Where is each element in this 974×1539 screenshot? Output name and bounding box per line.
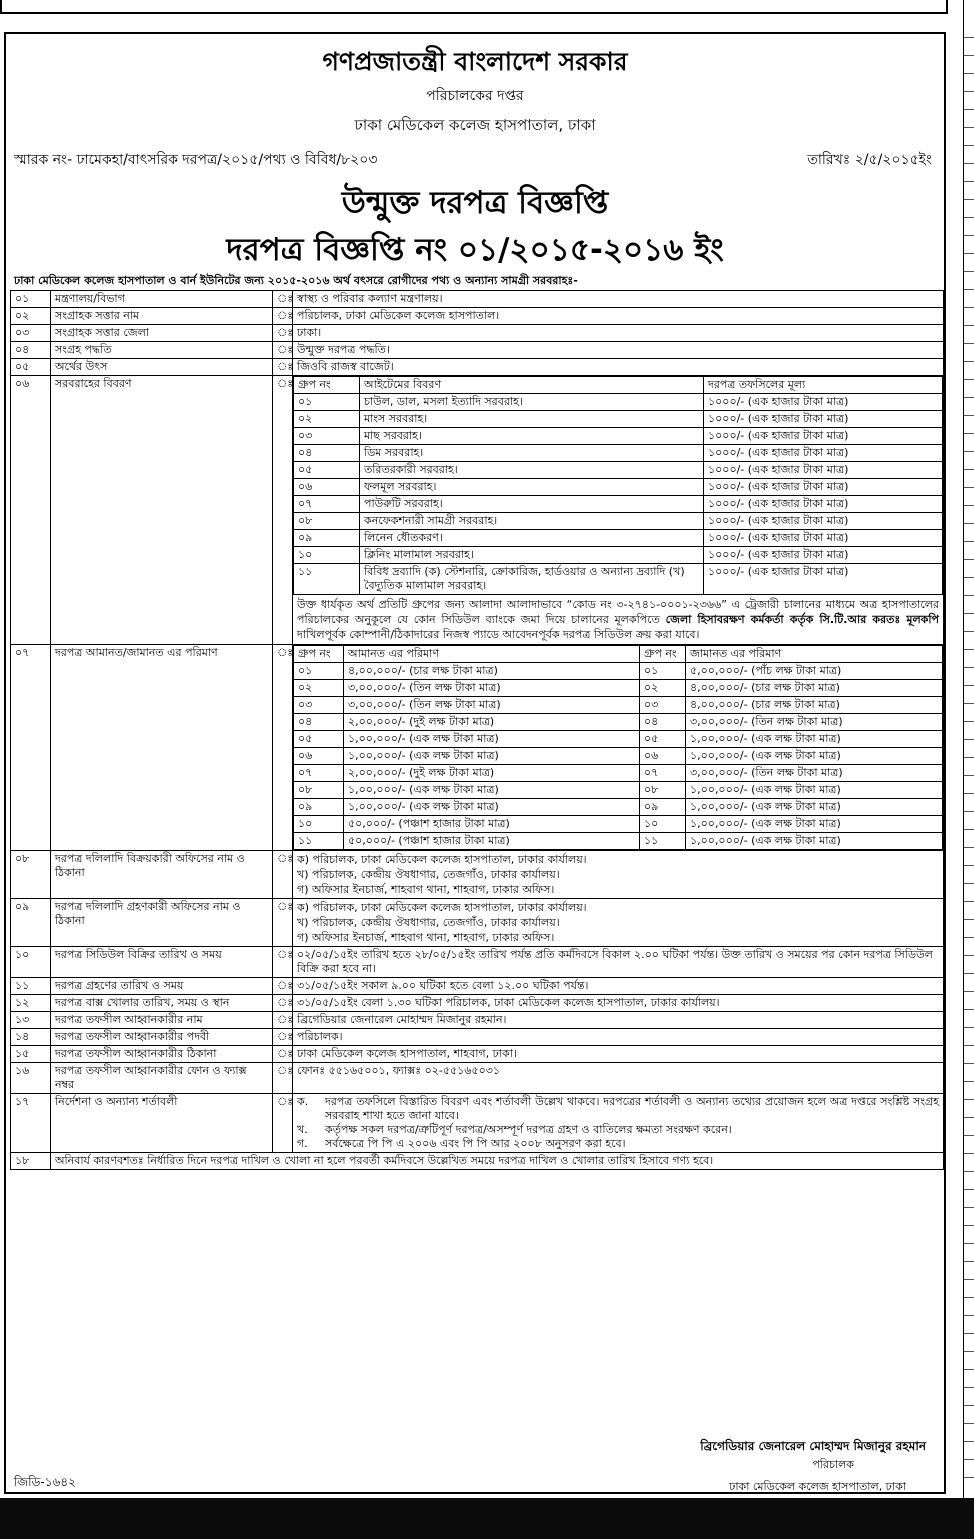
deposit-row [294,697,943,714]
row-district [11,325,944,342]
colon: ঃ [273,899,293,947]
group-number: ০৬ [294,479,360,496]
field-value: অনিবার্য কারণবশতঃ নির্ধারিত দিনে দরপত্র দাখিল ও খোলা না হলে পরবর্তী কর্মদিবসে উল্লেখিত সময়ে দরপত্র দাখিল ও খোলার তারিখ হিসাবে গণ্য হবে। [51,1153,944,1170]
instruction-text: দরপত্র তফসিলে বিস্তারিত বিবরণ এবং শর্তাবলী উল্লেখ থাকবে। দরপত্রের শর্তাবলী ও অন্যান্য তথ্যের প্রয়োজন হলে অত্র দপ্তরে সংশ্লিষ্ট সংগ্রহ সরবরাহ শাখা হতে জানা যাবে। [325,1095,939,1122]
field-value: ফোনঃ ৫৫১৬৫০০১, ফ্যাক্সঃ ০২-৫৫১৬৫০৩১ [293,1063,944,1094]
colon: ঃ [273,1063,293,1094]
schedule-price: ১০০০/- (এক হাজার টাকা মাত্র) [704,394,943,411]
row-supply-description [11,376,944,645]
deposit-amount: ৪,০০,০০০/- (চার লক্ষ টাকা মাত্র) [344,663,640,680]
serial: ০৯ [11,899,51,947]
field-label: দরপত্র বাক্স খোলার তারিখ, সময় ও স্থান [51,995,273,1012]
colon: ঃ [273,851,293,899]
supply-item-row [294,530,943,547]
supply-item-row [294,445,943,462]
row-contingency [11,1153,944,1170]
item-description: ফলমূল সরবরাহ। [360,479,704,496]
field-label: সংগ্রাহক সত্তার জেলা [51,325,273,342]
colon: ঃ [273,995,293,1012]
office-line: ক) পরিচালক, ঢাকা মেডিকেল কলেজ হাসপাতাল, ঢাকার কার্যালয়। [297,853,587,866]
security-amount: ১,০০,০০০/- (এক লক্ষ টাকা মাত্র) [686,731,943,748]
office-line: গ) অফিসার ইনচার্জ, শাহবাগ থানা, শাহবাগ, ঢাকার অফিস। [297,931,555,944]
group-number-2: ০৯ [640,799,686,816]
group-number: ০২ [294,680,344,697]
row-official-contact [11,1063,944,1094]
supply-item-row [294,479,943,496]
field-label: মন্ত্রণালয়/বিভাগ [51,291,273,308]
header-security: জামানত এর পরিমাণ [686,646,943,663]
deposit-row [294,799,943,816]
office-line: ক) পরিচালক, ঢাকা মেডিকেল কলেজ হাসপাতাল, ঢাকার কার্যালয়। [297,901,587,914]
group-number-2: ০৩ [640,697,686,714]
colon: ঃ [273,325,293,342]
group-number-2: ০৮ [640,782,686,799]
group-number: ১১ [294,564,360,595]
security-amount: ৩,০০,০০০/- (তিন লক্ষ টাকা মাত্র) [686,765,943,782]
instruction-item [297,1123,939,1137]
serial: ০৫ [11,359,51,376]
instruction-item [297,1137,939,1151]
item-description: পাউরুটি সরবরাহ। [360,496,704,513]
schedule-price: ১০০০/- (এক হাজার টাকা মাত্র) [704,462,943,479]
supply-header-row [294,377,943,394]
group-number: ০৭ [294,765,344,782]
row-receiving-offices [11,899,944,947]
supply-item-row [294,428,943,445]
header-group: গ্রুপ নং [294,377,360,394]
supply-item-row [294,496,943,513]
header-group-2: গ্রুপ নং [640,646,686,663]
field-label: সংগ্রহ পদ্ধতি [51,342,273,359]
item-description: বিবিধ দ্রব্যাদি (ক) স্টেশনারি, ক্রোকারিজ, হার্ডওয়ার ও অন্যান্য দ্রব্যাদি (খ) বৈদ্যুতিক মালামাল সরবরাহ। [360,564,704,595]
field-value: ০২/০৫/১৫ইং তারিখ হতে ২৮/০৫/১৫ইং তারিখ পর্যন্ত প্রতি কর্মদিবসে বিকাল ২.০০ ঘটিকা পর্যন্ত। উক্ত তারিখ ও সময়ের পর কোন দরপত্র সিডিউল বিক্রি করা হবে না। [293,947,944,978]
memo-number: স্মারক নং- ঢামেকহা/বাৎসরিক দরপত্র/২০১৫/পথ্য ও বিবিধ/৮২০৩ [14,152,378,168]
supply-item-row [294,462,943,479]
row-deposit-security [11,645,944,851]
deposit-header-row [294,646,943,663]
deposit-row [294,833,943,850]
item-description: কনফেকশনারী সামগ্রী সরবরাহ। [360,513,704,530]
deposit-amount: ৫০,০০০/- (পঞ্চাশ হাজার টাকা মাত্র) [344,816,640,833]
serial: ১৪ [11,1029,51,1046]
group-number: ০৬ [294,748,344,765]
colon: ঃ [273,1029,293,1046]
security-amount: ১,০০,০০০/- (এক লক্ষ টাকা মাত্র) [686,799,943,816]
group-number: ০৫ [294,462,360,479]
item-description: চাউল, ডাল, মসলা ইত্যাদি সরবরাহ। [360,394,704,411]
field-label: সংগ্রাহক সত্তার নাম [51,308,273,325]
deposit-row [294,816,943,833]
group-number: ১০ [294,816,344,833]
payment-note-emphasis: জেলা হিসাবরক্ষণ কর্মকর্তা কর্তৃক সি.টি.আর করতঃ মূলকপি [665,613,939,626]
deposit-row [294,748,943,765]
field-label: দরপত্র দলিলাদি বিক্রয়কারী অফিসের নাম ও ঠিকানা [51,851,273,899]
field-value [293,851,944,899]
group-number: ০৮ [294,782,344,799]
deposit-amount: ২,০০,০০০/- (দুই লক্ষ টাকা মাত্র) [344,765,640,782]
deposit-amount: ৩,০০,০০০/- (তিন লক্ষ টাকা মাত্র) [344,697,640,714]
group-number: ০৮ [294,513,360,530]
serial: ০৮ [11,851,51,899]
office-heading: পরিচালকের দপ্তর [426,88,524,104]
deposit-amount: ১,০০,০০০/- (এক লক্ষ টাকা মাত্র) [344,799,640,816]
serial: ১৮ [11,1153,51,1170]
header-group: গ্রুপ নং [294,646,344,663]
colon: ঃ [273,1094,293,1153]
header-item: আইটেমের বিবরণ [360,377,704,394]
group-number-2: ০১ [640,663,686,680]
row-official-designation [11,1029,944,1046]
group-number: ০৫ [294,731,344,748]
supply-cell [293,376,944,645]
field-label: অর্থের উৎস [51,359,273,376]
field-label: দরপত্র দলিলাদি গ্রহণকারী অফিসের নাম ও ঠিকানা [51,899,273,947]
field-value: পরিচালক, ঢাকা মেডিকেল কলেজ হাসপাতাল। [293,308,944,325]
row-selling-offices [11,851,944,899]
schedule-price: ১০০০/- (এক হাজার টাকা মাত্র) [704,479,943,496]
row-instructions [11,1094,944,1153]
field-label: দরপত্র সিডিউল বিক্রির তারিখ ও সময় [51,947,273,978]
row-method [11,342,944,359]
item-description: তরিতরকারী সরবরাহ। [360,462,704,479]
colon: ঃ [273,978,293,995]
security-amount: ৫,০০,০০০/- (পাঁচ লক্ষ টাকা মাত্র) [686,663,943,680]
office-line: খ) পরিচালক, কেন্দ্রীয় ঔষধাগার, তেজগাঁও, ঢাকার কার্যালয়। [297,916,560,929]
deposit-cell [293,645,944,851]
item-description: লিনেন ধৌতকরণ। [360,530,704,547]
scan-bottom-edge [0,1498,974,1539]
supply-item-row [294,564,943,595]
notice-intro: ঢাকা মেডিকেল কলেজ হাসপাতাল ও বার্ন ইউনিটের জন্য ২০১৫-২০১৬ অর্থ বৎসরে রোগীদের পথ্য ও অন্যান্য সামগ্রী সরবরাহঃ- [14,274,578,287]
notice-title: উন্মুক্ত দরপত্র বিজ্ঞপ্তি [341,185,609,221]
field-value: ৩১/০৫/১৫ইং বেলা ১.৩০ ঘটিকা পরিচালক, ঢাকা মেডিকেল কলেজ হাসপাতাল, ঢাকার কার্যালয়। [293,995,944,1012]
group-number: ১১ [294,833,344,850]
deposit-amount: ১,০০,০০০/- (এক লক্ষ টাকা মাত্র) [344,782,640,799]
field-label: দরপত্র তফসীল আহ্বানকারীর নাম [51,1012,273,1029]
group-number-2: ০৫ [640,731,686,748]
notice-number: দরপত্র বিজ্ঞপ্তি নং ০১/২০১৫-২০১৬ ইং [226,232,724,268]
field-value: পরিচালক। [293,1029,944,1046]
serial: ১১ [11,978,51,995]
security-amount: ১,০০,০০০/- (এক লক্ষ টাকা মাত্র) [686,748,943,765]
instruction-key: খ. [297,1123,308,1136]
group-number-2: ০৭ [640,765,686,782]
group-number-2: ১১ [640,833,686,850]
deposit-amount: ১,০০,০০০/- (এক লক্ষ টাকা মাত্র) [344,731,640,748]
deposit-amount: ৩,০০,০০০/- (তিন লক্ষ টাকা মাত্র) [344,680,640,697]
instruction-key: গ. [297,1137,308,1150]
security-amount: ১,০০,০০০/- (এক লক্ষ টাকা মাত্র) [686,816,943,833]
field-value: ব্রিগেডিয়ার জেনারেল মোহাম্মদ মিজানুর রহমান। [293,1012,944,1029]
group-number: ০৩ [294,428,360,445]
security-amount: ৪,০০,০০০/- (চার লক্ষ টাকা মাত্র) [686,697,943,714]
security-amount: ৪,০০,০০০/- (চার লক্ষ টাকা মাত্র) [686,680,943,697]
field-label: দরপত্র গ্রহণের তারিখ ও সময় [51,978,273,995]
deposit-row [294,782,943,799]
gd-number: জিডি-১৬৪২ [14,1475,76,1489]
colon: ঃ [273,376,293,645]
field-label: সরবরাহের বিবরণ [51,376,273,645]
deposit-row [294,731,943,748]
row-sale-date [11,947,944,978]
serial: ১২ [11,995,51,1012]
signatory-name: ব্রিগেডিয়ার জেনারেল মোহাম্মদ মিজানুর রহমান [700,1439,926,1453]
serial: ০৬ [11,376,51,645]
colon: ঃ [273,1012,293,1029]
schedule-price: ১০০০/- (এক হাজার টাকা মাত্র) [704,547,943,564]
deposit-amount: ২,০০,০০০/- (দুই লক্ষ টাকা মাত্র) [344,714,640,731]
item-description: মাছ সরবরাহ। [360,428,704,445]
field-label: দরপত্র তফসীল আহ্বানকারীর ঠিকানা [51,1046,273,1063]
group-number: ০১ [294,394,360,411]
supply-item-row [294,394,943,411]
supply-items-table [293,376,943,595]
field-label: দরপত্র তফসীল আহ্বানকারীর পদবী [51,1029,273,1046]
field-label: নির্দেশনা ও অন্যান্য শর্তাবলী [51,1094,273,1153]
serial: ১৬ [11,1063,51,1094]
field-value [293,899,944,947]
header-deposit: আমানত এর পরিমাণ [344,646,640,663]
schedule-price: ১০০০/- (এক হাজার টাকা মাত্র) [704,496,943,513]
deposit-table [293,645,943,850]
serial: ০৩ [11,325,51,342]
group-number-2: ০৬ [640,748,686,765]
instruction-item [297,1095,939,1123]
colon: ঃ [273,1046,293,1063]
row-ministry [11,291,944,308]
group-number: ০২ [294,411,360,428]
serial: ০৭ [11,645,51,851]
deposit-amount: ৫০,০০০/- (পঞ্চাশ হাজার টাকা মাত্র) [344,833,640,850]
tender-notice [4,32,946,1494]
deposit-row [294,680,943,697]
field-value: ৩১/০৫/১৫ইং সকাল ৯.০০ ঘটিকা হতে বেলা ১২.০০ ঘটিকা পর্যন্ত। [293,978,944,995]
security-amount: ১,০০,০০০/- (এক লক্ষ টাকা মাত্র) [686,782,943,799]
group-number: ০৭ [294,496,360,513]
row-procuring-entity [11,308,944,325]
item-description: মাংস সরবরাহ। [360,411,704,428]
payment-note-text-end: দাখিলপূর্বক কোম্পানী/ঠিকাদারের নিজস্ব প্যাডে আবেদনপূর্বক দরপত্র সিডিউল ক্রয় করা যাবে। [297,628,700,641]
payment-note-text: উক্ত ধার্যকৃত অর্থ প্রতিটি গ্রুপের জন্য আলাদা আলাদাভাবে “কোড নং ৩-২৭৪১-০০০১-২৩৬৬” এ ট্রেজারী চালানের মাধ্যমে অত্র হাসপাতালের পরিচালকের অনুকূলে যে কোন সিডিউল ব্যাংকে জমা দিয়ে চালানের মূলকপিতে [297,598,939,626]
field-value: জিওবি রাজস্ব বাজেট। [293,359,944,376]
header-price: দরপত্র তফসিলের মূল্য [704,377,943,394]
serial: ১৭ [11,1094,51,1153]
colon: ঃ [273,645,293,851]
field-label: দরপত্র তফসীল আহ্বানকারীর ফোন ও ফ্যাক্স নম্বর [51,1063,273,1094]
field-value [293,1094,944,1153]
supply-item-row [294,547,943,564]
security-amount: ৩,০০,০০০/- (তিন লক্ষ টাকা মাত্র) [686,714,943,731]
tender-details-table [10,290,944,1170]
office-line: খ) পরিচালক, কেন্দ্রীয় ঔষধাগার, তেজগাঁও, ঢাকার কার্যালয়। [297,868,560,881]
schedule-price: ১০০০/- (এক হাজার টাকা মাত্র) [704,530,943,547]
field-value: ঢাকা মেডিকেল কলেজ হাসপাতাল, শাহবাগ, ঢাকা। [293,1046,944,1063]
instruction-text: কর্তৃপক্ষ সকল দরপত্র/ত্রুটিপূর্ণ দরপত্র/অসম্পূর্ণ দরপত্র গ্রহণ ও বাতিলের ক্ষমতা সংরক্ষণ করেন। [325,1123,732,1136]
serial: ১০ [11,947,51,978]
row-official-address [11,1046,944,1063]
group-number: ০৯ [294,530,360,547]
government-heading: গণপ্রজাতন্ত্রী বাংলাদেশ সরকার [322,47,628,76]
group-number-2: ০২ [640,680,686,697]
schedule-price: ১০০০/- (এক হাজার টাকা মাত্র) [704,513,943,530]
schedule-price: ১০০০/- (এক হাজার টাকা মাত্র) [704,428,943,445]
notice-date: তারিখঃ ২/৫/২০১৫ইং [807,152,932,168]
item-description: ডিম সরবরাহ। [360,445,704,462]
serial: ১৫ [11,1046,51,1063]
signatory-organization: ঢাকা মেডিকেল কলেজ হাসপাতাল, ঢাকা [729,1480,906,1493]
colon: ঃ [273,342,293,359]
colon: ঃ [273,359,293,376]
group-number: ০৪ [294,714,344,731]
schedule-price: ১০০০/- (এক হাজার টাকা মাত্র) [704,445,943,462]
colon: ঃ [273,947,293,978]
instruction-text: সর্বক্ষেত্রে পি পি এ ২০০৬ এবং পি পি আর ২০০৮ অনুসরণ করা হবে। [325,1137,626,1150]
row-receipt-date [11,978,944,995]
colon: ঃ [273,291,293,308]
serial: ০৪ [11,342,51,359]
field-label: দরপত্র আমানত/জামানত এর পরিমাণ [51,645,273,851]
serial: ০২ [11,308,51,325]
office-line: গ) অফিসার ইনচার্জ, শাহবাগ থানা, শাহবাগ, ঢাকার অফিস। [297,883,555,896]
deposit-row [294,714,943,731]
instructions-list [297,1095,939,1151]
group-number: ০৯ [294,799,344,816]
field-value: ঢাকা। [293,325,944,342]
row-opening [11,995,944,1012]
group-number-2: ০৪ [640,714,686,731]
group-number: ১০ [294,547,360,564]
hospital-heading: ঢাকা মেডিকেল কলেজ হাসপাতাল, ঢাকা [354,116,596,134]
deposit-row [294,765,943,782]
previous-notice-border [0,0,948,14]
supply-item-row [294,411,943,428]
field-value: স্বাস্থ্য ও পরিবার কল্যাণ মন্ত্রণালয়। [293,291,944,308]
deposit-amount: ১,০০,০০০/- (এক লক্ষ টাকা মাত্র) [344,748,640,765]
group-number: ০৪ [294,445,360,462]
group-number-2: ১০ [640,816,686,833]
colon: ঃ [273,308,293,325]
serial: ১৩ [11,1012,51,1029]
supply-item-row [294,513,943,530]
schedule-price: ১০০০/- (এক হাজার টাকা মাত্র) [704,564,943,595]
group-number: ০৩ [294,697,344,714]
item-description: ক্লিনিং মালামাল সরবরাহ। [360,547,704,564]
serial: ০১ [11,291,51,308]
adjacent-column-edge [964,20,974,1490]
payment-note [293,595,943,644]
group-number: ০১ [294,663,344,680]
deposit-row [294,663,943,680]
schedule-price: ১০০০/- (এক হাজার টাকা মাত্র) [704,411,943,428]
row-fund-source [11,359,944,376]
instruction-key: ক. [297,1095,309,1108]
security-amount: ১,০০,০০০/- (এক লক্ষ টাকা মাত্র) [686,833,943,850]
signatory-title: পরিচালক [812,1458,854,1471]
row-official-name [11,1012,944,1029]
field-value: উন্মুক্ত দরপত্র পদ্ধতি। [293,342,944,359]
